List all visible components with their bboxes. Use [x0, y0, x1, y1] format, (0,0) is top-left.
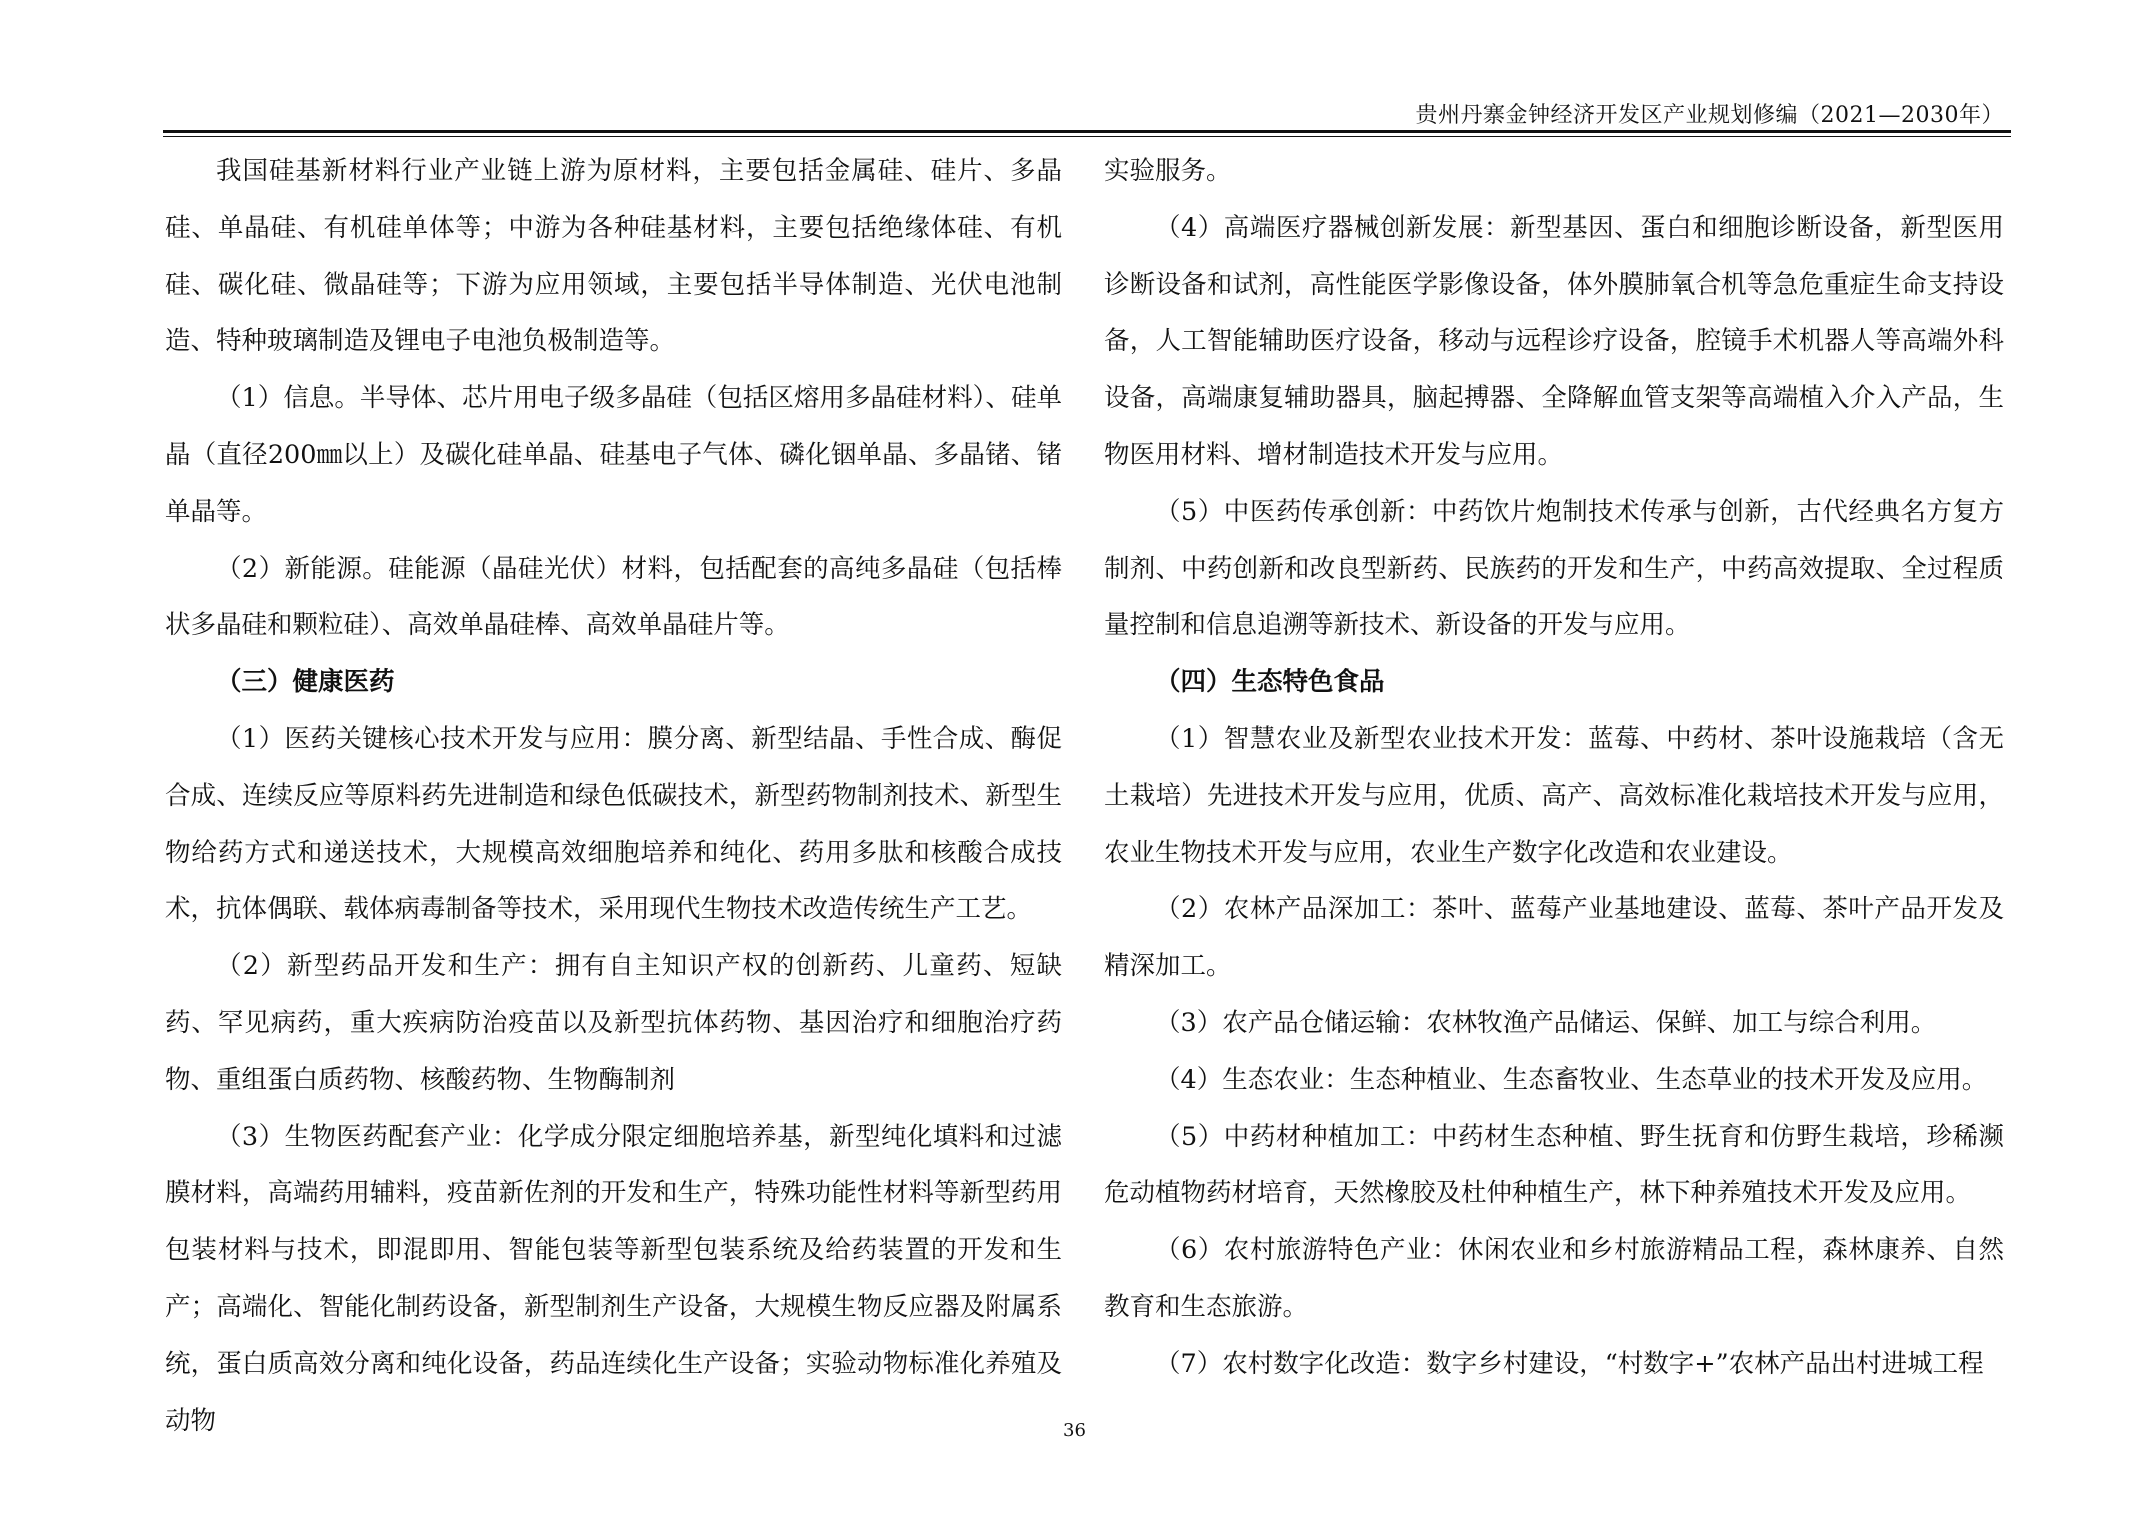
paragraph-tcm-innovation: （5）中医药传承创新：中药饮片炮制技术传承与创新，古代经典名方复方制剂、中药创新和改良型新药、民族药的开发和生产，中药高效提取、全过程质量控制和信息追溯等新技术、新设备的开发与应用。	[1104, 496, 2004, 641]
header-rule-thick	[163, 130, 2011, 133]
left-column	[165, 143, 1062, 1449]
paragraph-information: （1）信息。半导体、芯片用电子级多晶硅（包括区熔用多晶硅材料）、硅单晶（直径200㎜以上）及碳化硅单晶、硅基电子气体、磷化铟单晶、多晶锗、锗单晶等。	[165, 383, 1062, 527]
running-header: 贵州丹寨金钟经济开发区产业规划修编（2021—2030年）	[1415, 103, 2004, 128]
paragraph-storage-transport: （3）农产品仓储运输：农林牧渔产品储运、保鲜、加工与综合利用。	[1155, 1007, 1937, 1038]
paragraph-smart-agriculture: （1）智慧农业及新型农业技术开发：蓝莓、中药材、茶叶设施栽培（含无土栽培）先进技术开发与应用，优质、高产、高效标准化栽培技术开发与应用，农业生物技术开发与应用，农业生产数字化改造和农业建设。	[1104, 723, 2004, 868]
page-number: 36	[1063, 1420, 1086, 1441]
paragraph-medical-devices: （4）高端医疗器械创新发展：新型基因、蛋白和细胞诊断设备，新型医用诊断设备和试剂，高性能医学影像设备，体外膜肺氧合机等急危重症生命支持设备，人工智能辅助医疗设备，移动与远程诊疗设备，腔镜手术机器人等高端外科设备，高端康复辅助器具，脑起搏器、全降解血管支架等高端植入介入产品，生物医用材料、增材制造技术开发与应用。	[1104, 212, 2004, 470]
paragraph-biomedicine-support: （3）生物医药配套产业：化学成分限定细胞培养基，新型纯化填料和过滤膜材料，高端药用辅料，疫苗新佐剂的开发和生产，特殊功能性材料等新型药用包装材料与技术，即混即用、智能包装等新型包装系统及给药装置的开发和生产；高端化、智能化制药设备，新型制剂生产设备，大规模生物反应器及附属系统，蛋白质高效分离和纯化设备，药品连续化生产设备；实验动物标准化养殖及动物	[165, 1121, 1062, 1436]
paragraph-rural-digital: （7）农村数字化改造：数字乡村建设，“村数字+”农林产品出村进城工程	[1155, 1348, 1984, 1379]
paragraph-deep-processing: （2）农林产品深加工：茶叶、蓝莓产业基地建设、蓝莓、茶叶产品开发及精深加工。	[1104, 894, 2004, 982]
header-rule-thin	[163, 136, 2011, 137]
paragraph-medicine-core-tech: （1）医药关键核心技术开发与应用：膜分离、新型结晶、手性合成、酶促合成、连续反应等原料药先进制造和绿色低碳技术，新型药物制剂技术、新型生物给药方式和递送技术，大规模高效细胞培养和纯化、药用多肽和核酸合成技术，抗体偶联、载体病毒制备等技术，采用现代生物技术改造传统生产工艺。	[165, 723, 1062, 925]
paragraph-new-drugs: （2）新型药品开发和生产：拥有自主知识产权的创新药、儿童药、短缺药、罕见病药，重大疾病防治疫苗以及新型抗体药物、基因治疗和细胞治疗药物、重组蛋白质药物、核酸药物、生物酶制剂	[165, 951, 1062, 1095]
paragraph-eco-agriculture: （4）生态农业：生态种植业、生态畜牧业、生态草业的技术开发及应用。	[1155, 1064, 1988, 1095]
section-heading-health-medicine: （三）健康医药	[216, 667, 395, 698]
paragraph-continuation: 实验服务。	[1104, 156, 1232, 186]
section-heading-eco-food: （四）生态特色食品	[1155, 667, 1385, 698]
paragraph-silicon-intro: 我国硅基新材料行业产业链上游为原材料，主要包括金属硅、硅片、多晶硅、单晶硅、有机硅单体等；中游为各种硅基材料，主要包括绝缘体硅、有机硅、碳化硅、微晶硅等；下游为应用领域，主要包括半导体制造、光伏电池制造、特种玻璃制造及锂电子电池负极制造等。	[165, 156, 1062, 357]
right-column	[1104, 143, 2004, 1393]
paragraph-new-energy: （2）新能源。硅能源（晶硅光伏）材料，包括配套的高纯多晶硅（包括棒状多晶硅和颗粒硅）、高效单晶硅棒、高效单晶硅片等。	[165, 553, 1062, 641]
paragraph-herb-planting: （5）中药材种植加工：中药材生态种植、野生抚育和仿野生栽培，珍稀濒危动植物药材培育，天然橡胶及杜仲种植生产，林下种养殖技术开发及应用。	[1104, 1121, 2004, 1209]
paragraph-rural-tourism: （6）农村旅游特色产业：休闲农业和乡村旅游精品工程，森林康养、自然教育和生态旅游。	[1104, 1235, 2004, 1322]
